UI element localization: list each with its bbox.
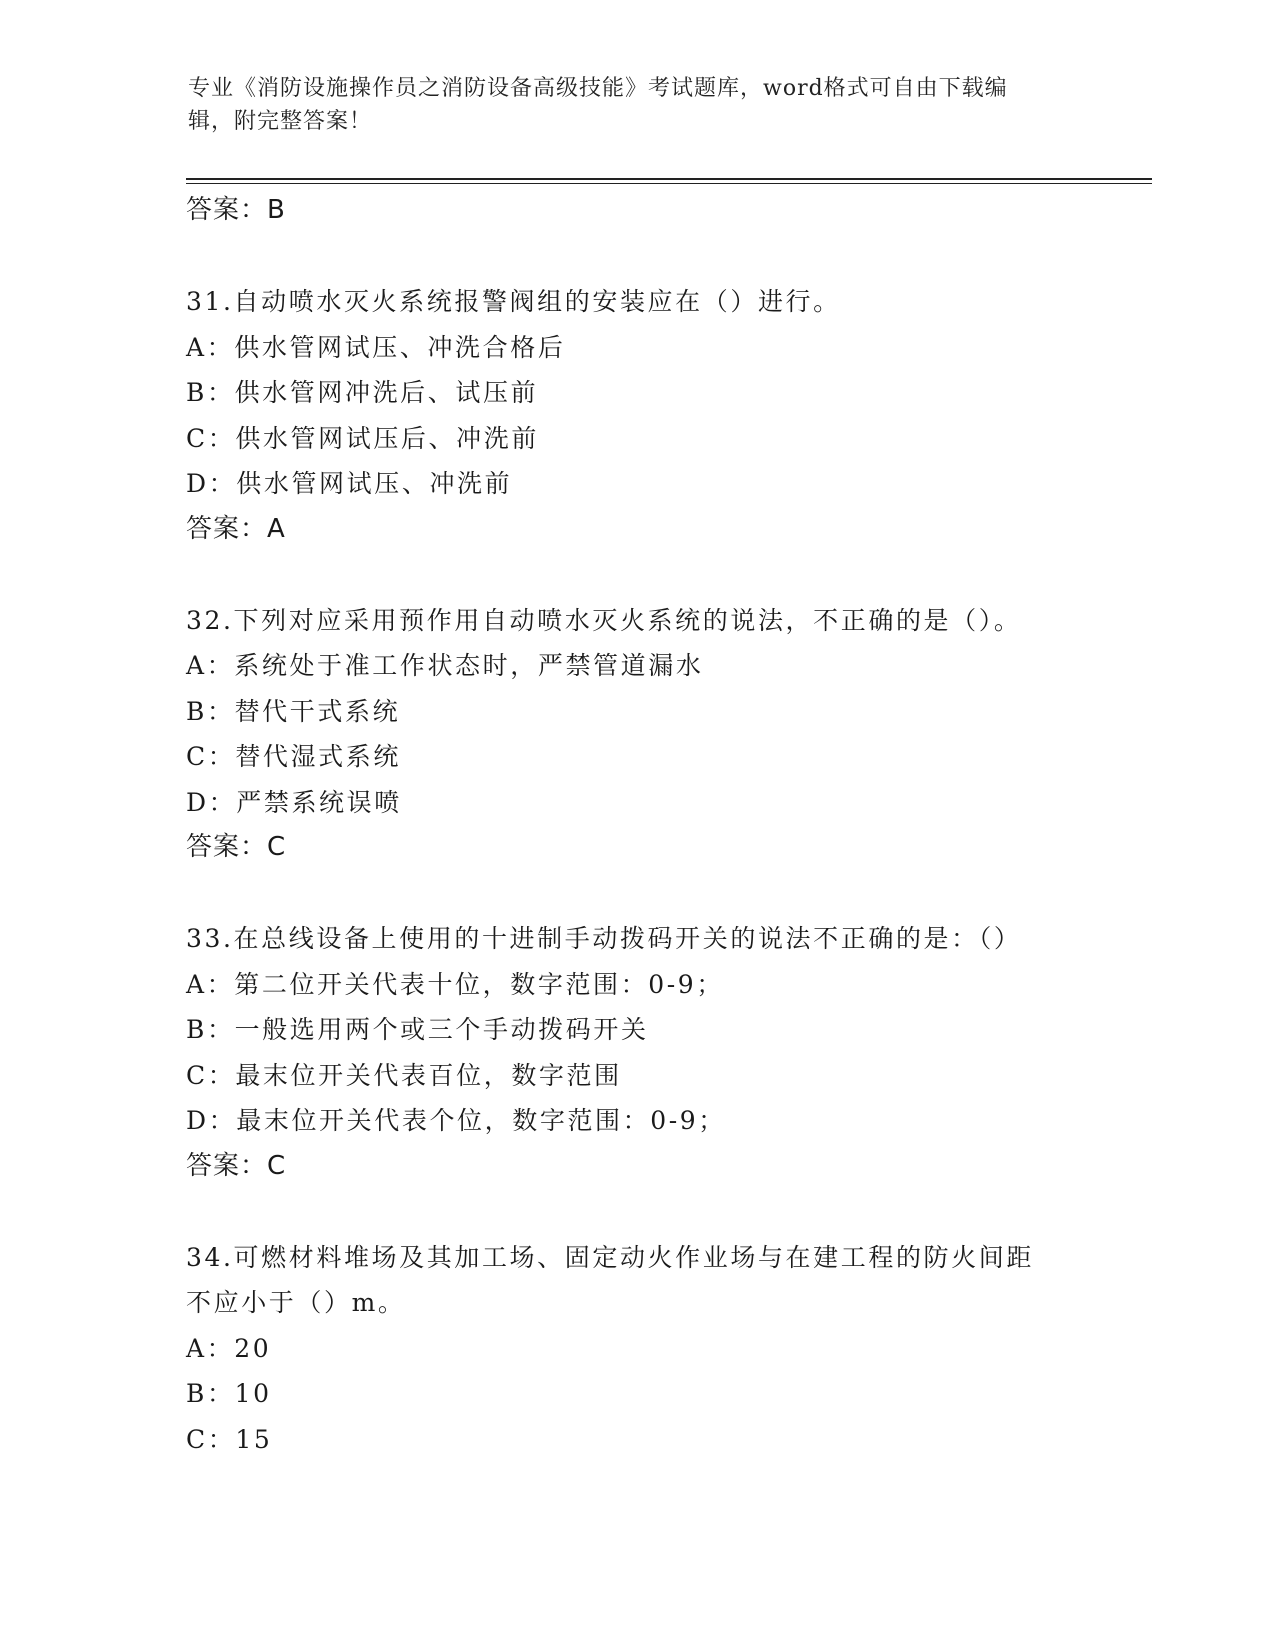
question-block [186, 279, 1086, 552]
spacer [186, 234, 1086, 280]
option-a: A：20 [186, 1333, 272, 1363]
question-text-continued: 不应小于（）m。 [186, 1288, 406, 1317]
option-a: A：系统处于准工作状态时，严禁管道漏水 [186, 651, 704, 680]
answer-line: 答案：C [186, 1150, 287, 1181]
option-a: A：第二位开关代表十位，数字范围：0-9； [186, 969, 724, 999]
document-header [188, 72, 1088, 138]
option-c: C：替代湿式系统 [186, 742, 401, 771]
header-divider-thin [186, 183, 1152, 184]
question-text: 34.可燃材料堆场及其加工场、固定动火作业场与在建工程的防火间距 [186, 1242, 1034, 1272]
option-d: D：最末位开关代表个位，数字范围：0-9； [186, 1106, 726, 1135]
answer-line: 答案：A [186, 513, 286, 544]
header-divider-thick [186, 178, 1152, 180]
option-b: B：10 [186, 1379, 272, 1408]
question-content [186, 188, 1086, 1462]
answer-line: 答案：B [186, 195, 286, 225]
spacer [186, 871, 1086, 917]
option-b: B：替代干式系统 [186, 696, 401, 726]
question-block [186, 916, 1086, 1189]
option-d: D：供水管网试压、冲洗前 [186, 469, 513, 498]
answer-line: 答案：C [186, 832, 287, 862]
spacer [186, 1189, 1086, 1235]
question-text: 31.自动喷水灭火系统报警阀组的安装应在（）进行。 [186, 287, 841, 316]
header-line-2: 辑，附完整答案！ [188, 109, 373, 134]
option-b: B：一般选用两个或三个手动拨码开关 [186, 1015, 649, 1044]
header-line-1: 专业《消防设施操作员之消防设备高级技能》考试题库，word格式可自由下载编 [188, 76, 1008, 101]
option-c: C：供水管网试压后、冲洗前 [186, 423, 539, 453]
question-text: 32.下列对应采用预作用自动喷水灭火系统的说法，不正确的是（）。 [186, 605, 1022, 635]
question-text: 33.在总线设备上使用的十进制手动拨码开关的说法不正确的是：（） [186, 924, 1022, 953]
option-d: D：严禁系统误喷 [186, 787, 402, 817]
option-c: C：最末位开关代表百位，数字范围 [186, 1060, 622, 1090]
spacer [186, 552, 1086, 598]
option-c: C：15 [186, 1424, 273, 1454]
question-block [186, 598, 1086, 871]
question-block [186, 1235, 1086, 1463]
option-b: B：供水管网冲洗后、试压前 [186, 378, 539, 407]
option-a: A：供水管网试压、冲洗合格后 [186, 332, 566, 362]
